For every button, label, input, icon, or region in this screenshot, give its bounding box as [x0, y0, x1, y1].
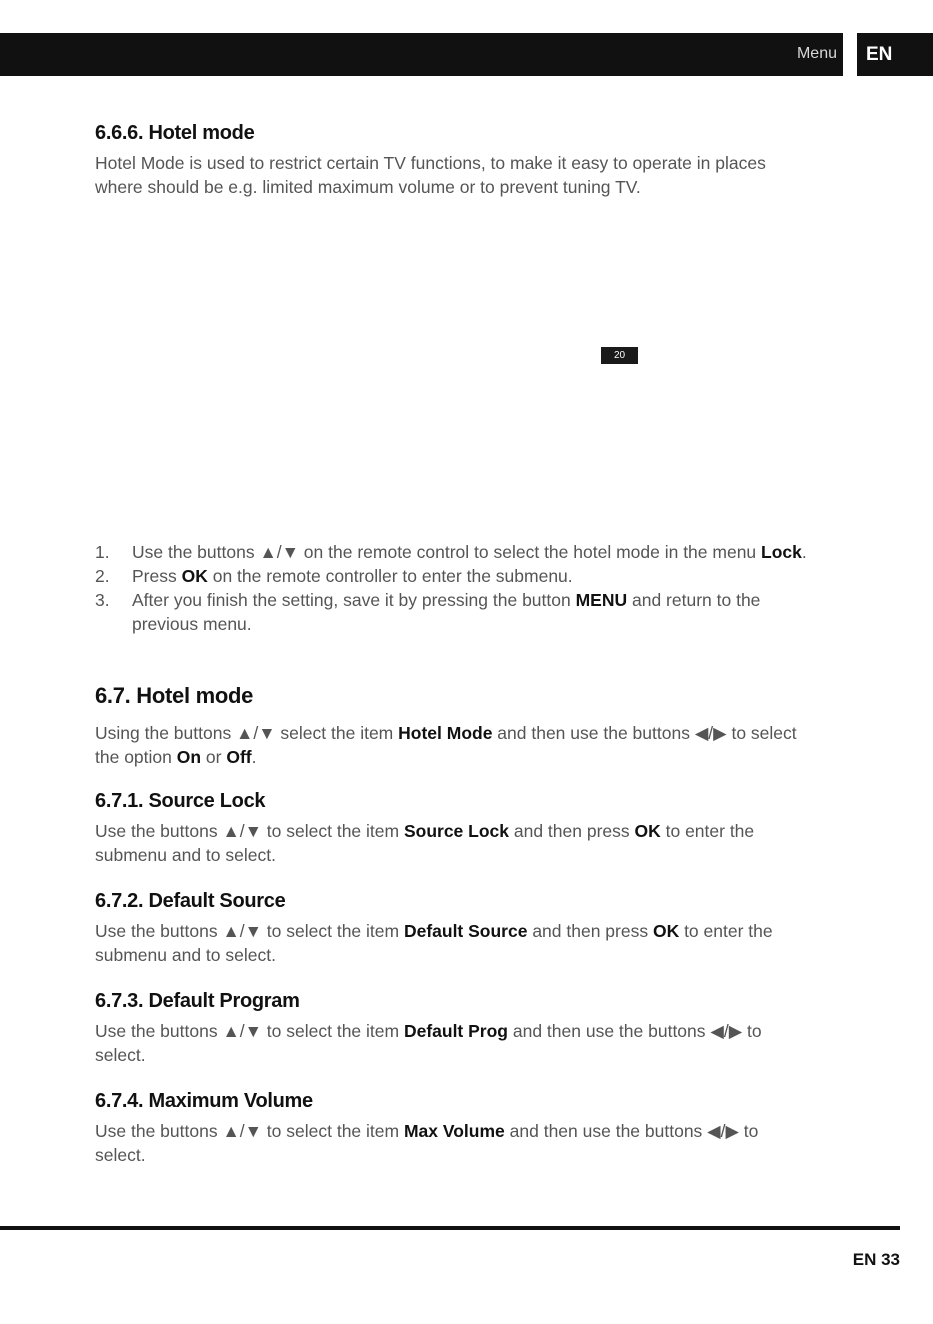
- step-text: on the remote controller to enter the submenu.: [207, 566, 573, 586]
- text-run: Use the buttons ▲/▼ to select the item: [95, 921, 404, 941]
- header-bar: [0, 33, 843, 76]
- language-badge: [857, 33, 933, 76]
- section-title: 6.7.3. Default Program: [95, 990, 300, 1012]
- section-text: [95, 721, 813, 769]
- section-6-7-3: [95, 990, 813, 1067]
- steps-list: [95, 540, 815, 636]
- figure-value-badge: 20: [601, 347, 638, 364]
- section-title: 6.6.6. Hotel mode: [95, 122, 255, 144]
- text-bold: Max Volume: [403, 1121, 505, 1141]
- page-number: EN 33: [852, 1250, 900, 1269]
- section-6-7-4: [95, 1090, 813, 1167]
- text-run: and then use the buttons ◀/▶ to select the option: [95, 723, 797, 767]
- step-item: [95, 540, 815, 564]
- text-bold: Source Lock: [403, 821, 509, 841]
- text-run: Use the buttons ▲/▼ to select the item: [95, 1021, 404, 1041]
- step-text: After you finish the setting, save it by pressing the button: [132, 590, 576, 610]
- section-text: Hotel Mode is used to restrict certain TV functions, to make it easy to operate in places where should be e.g. limited maximum volume or to prevent tuning TV.: [95, 153, 766, 197]
- text-run: Using the buttons ▲/▼ select the item: [95, 723, 399, 743]
- section-title: 6.7.4. Maximum Volume: [95, 1090, 313, 1112]
- menu-screenshot-figure: [95, 215, 815, 525]
- section-text: [95, 819, 813, 867]
- section-text: [95, 1019, 813, 1067]
- text-bold: Off: [226, 747, 252, 767]
- text-run: to enter the submenu and to select.: [95, 921, 773, 965]
- text-run: or: [201, 747, 227, 767]
- step-bold: Lock: [761, 542, 802, 562]
- step-number: 3.: [95, 590, 110, 610]
- step-bold: MENU: [575, 590, 628, 610]
- step-text: Use the buttons ▲/▼ on the remote control to select the hotel mode in the menu: [132, 542, 762, 562]
- step-item: [95, 588, 815, 636]
- text-bold: Default Source: [403, 921, 528, 941]
- step-number: 1.: [95, 542, 110, 562]
- section-label: Menu: [796, 45, 837, 62]
- text-run: and then press: [527, 921, 653, 941]
- section-title: 6.7.1. Source Lock: [95, 790, 266, 812]
- text-bold: OK: [634, 821, 661, 841]
- step-text: Press: [132, 566, 182, 586]
- section-title: 6.7.2. Default Source: [95, 890, 286, 912]
- text-bold: OK: [652, 921, 680, 941]
- step-text: and return to the previous menu.: [132, 590, 761, 634]
- section-text: [95, 919, 813, 967]
- step-number: 2.: [95, 566, 110, 586]
- step-text: .: [801, 542, 807, 562]
- footer-divider: [0, 1226, 900, 1230]
- text-bold: On: [176, 747, 202, 767]
- text-bold: Default Prog: [403, 1021, 508, 1041]
- section-title: 6.7. Hotel mode: [95, 683, 254, 708]
- text-run: and then press: [509, 821, 635, 841]
- text-run: to enter the submenu and to select.: [95, 821, 755, 865]
- text-run: and then use the buttons ◀/▶ to select.: [95, 1021, 762, 1065]
- text-bold: Hotel Mode: [398, 723, 493, 743]
- language-label: EN: [866, 44, 893, 65]
- section-text: [95, 1119, 813, 1167]
- text-run: .: [251, 747, 257, 767]
- text-run: Use the buttons ▲/▼ to select the item: [95, 821, 404, 841]
- section-6-6-6: [95, 122, 813, 199]
- section-6-7: [95, 683, 813, 769]
- step-item: [95, 564, 815, 588]
- section-6-7-2: [95, 890, 813, 967]
- step-bold: OK: [181, 566, 208, 586]
- text-run: and then use the buttons ◀/▶ to select.: [95, 1121, 759, 1165]
- section-6-7-1: [95, 790, 813, 867]
- text-run: Use the buttons ▲/▼ to select the item: [95, 1121, 404, 1141]
